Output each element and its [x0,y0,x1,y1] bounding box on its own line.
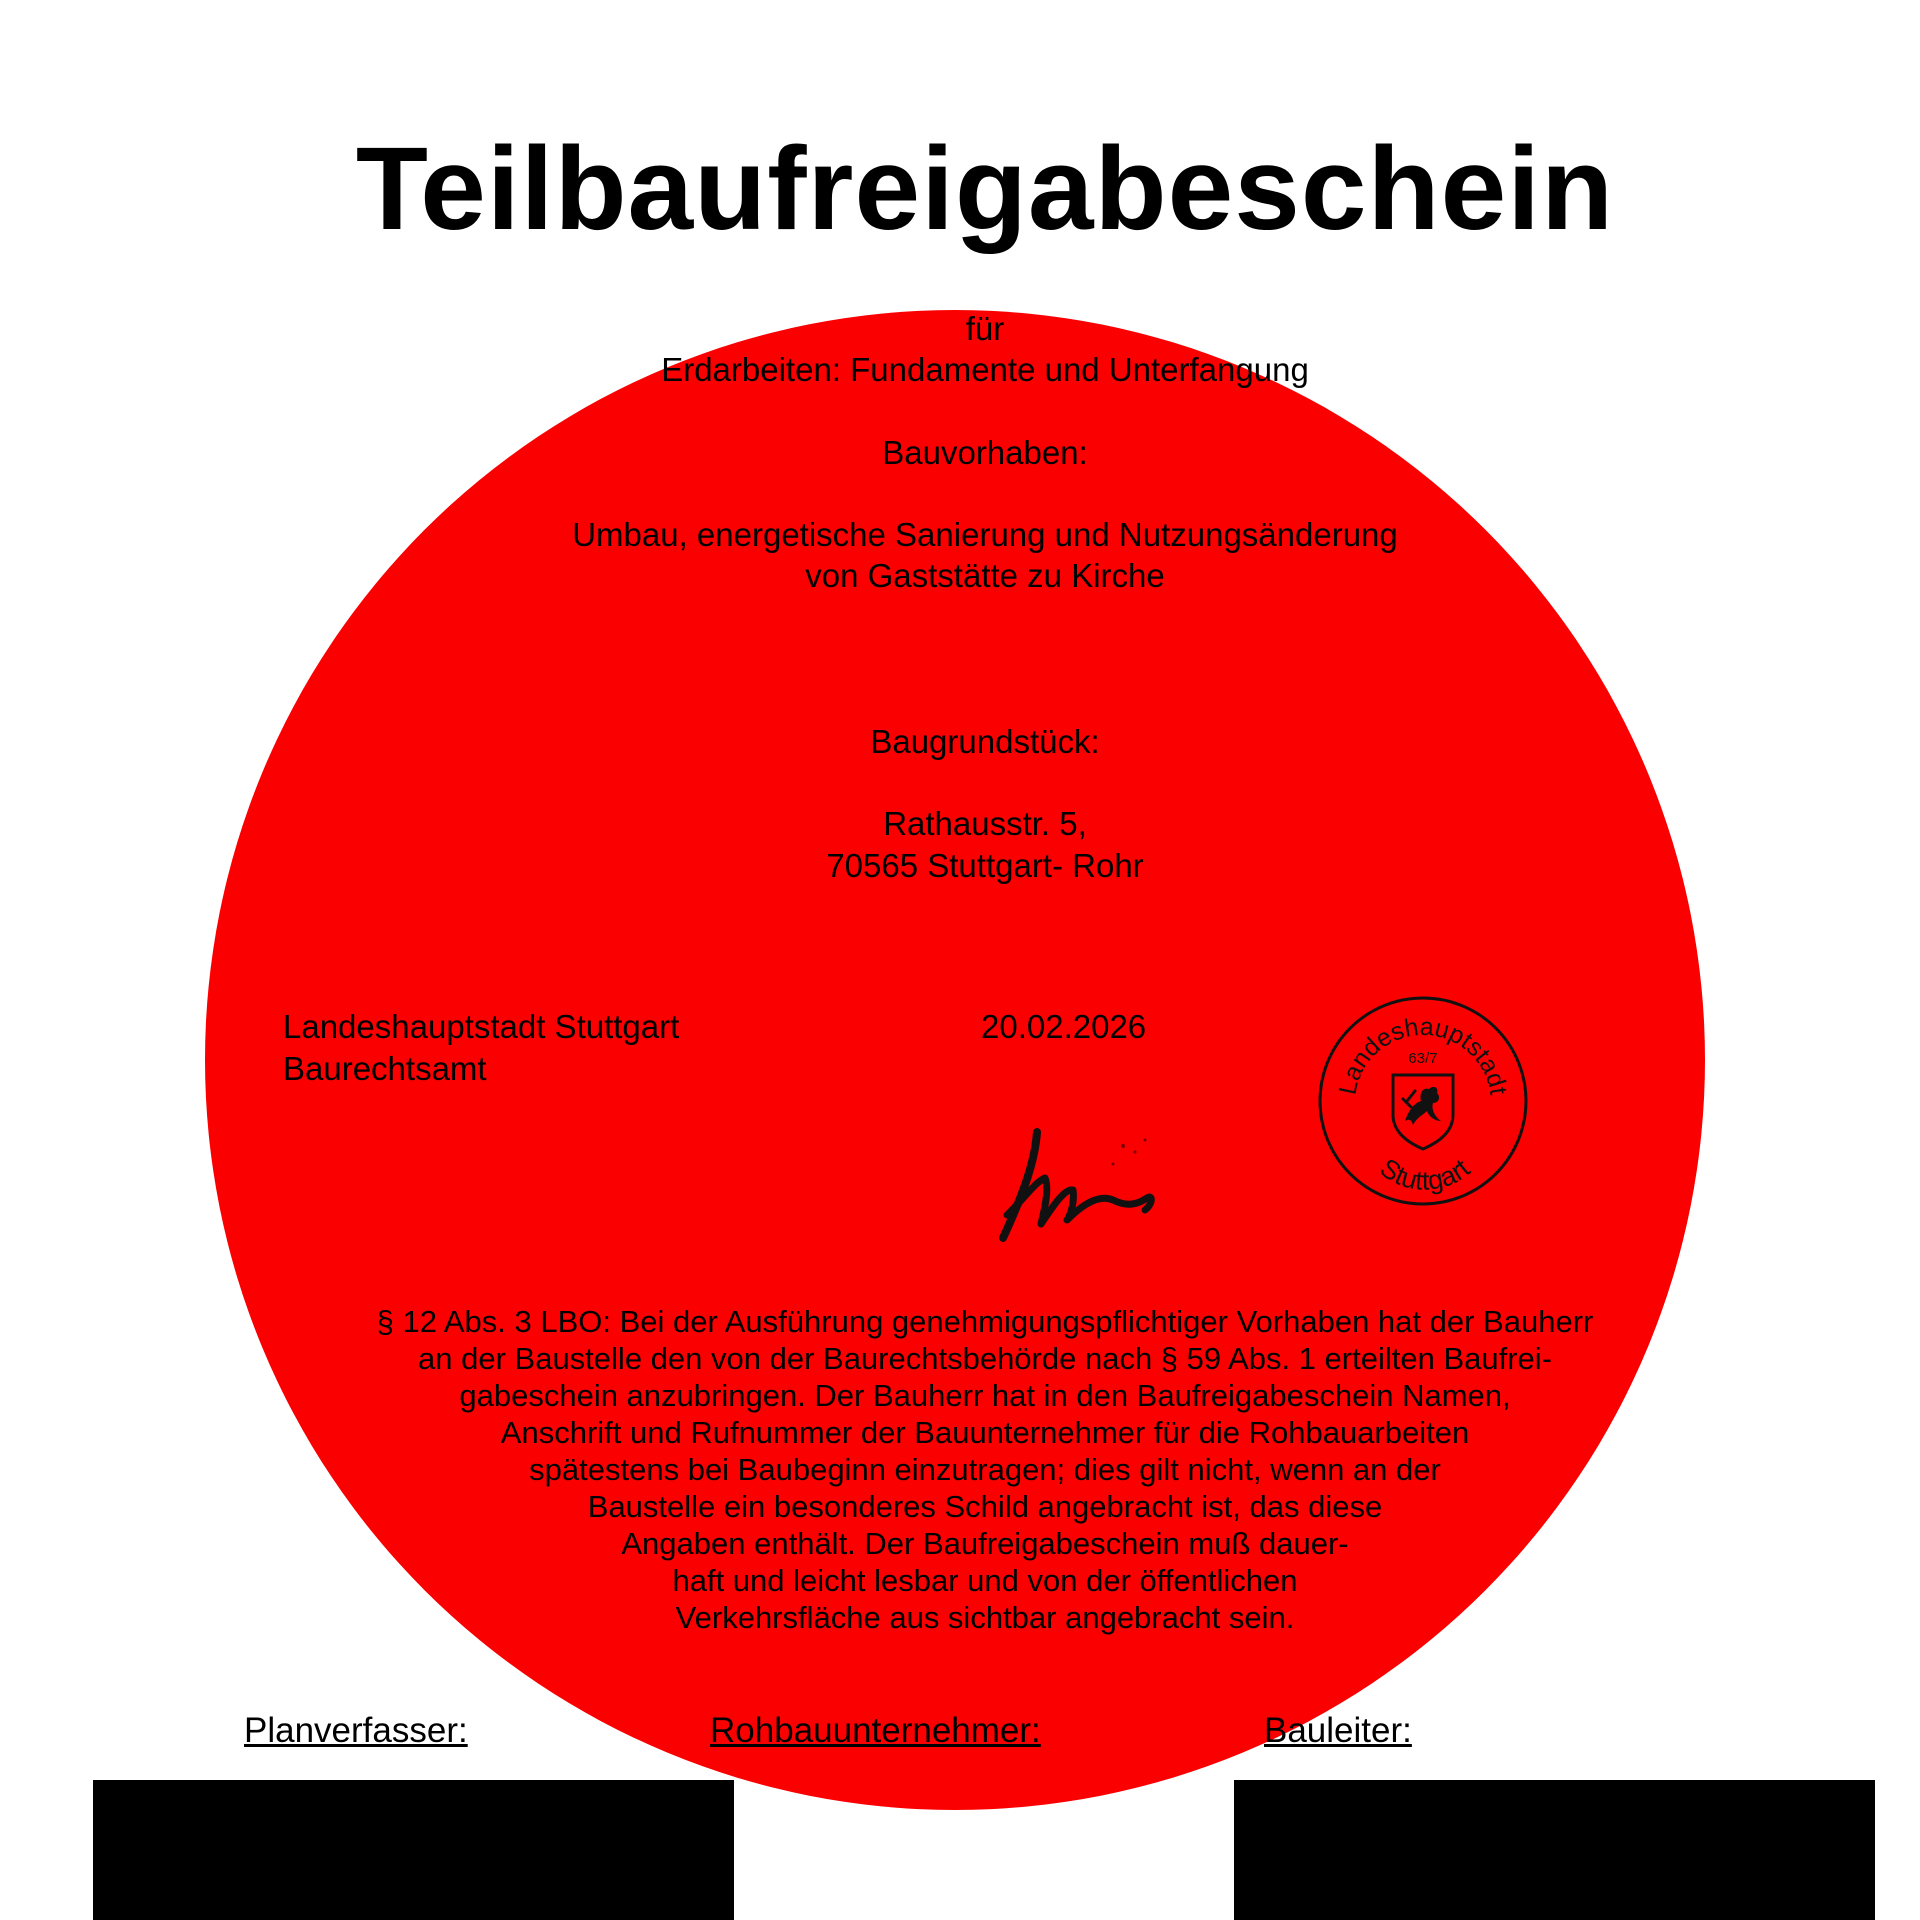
authority-block [283,1006,679,1090]
svg-text:Landeshauptstadt: Landeshauptstadt [1333,1012,1513,1097]
legal-line: haft und leicht lesbar und von der öffentlichen [672,1563,1298,1598]
legal-line: § 12 Abs. 3 LBO: Bei der Ausführung genehmigungspflichtiger Vorhaben hat der Bauherr [376,1304,1594,1339]
fuer-label: für [965,310,1005,347]
address-line-1: Rathausstr. 5, [883,805,1087,842]
document-title: Teilbaufreigabeschein [355,123,1615,255]
authority-department: Baurechtsamt [283,1050,487,1087]
address-line-2: 70565 Stuttgart- Rohr [826,847,1144,884]
plot-label: Baugrundstück: [870,723,1100,760]
planverfasser-label: Planverfasser: [244,1711,468,1750]
scope-text: Erdarbeiten: Fundamente und Unterfangung [661,351,1309,388]
legal-line: Verkehrsfläche aus sichtbar angebracht sein. [675,1600,1295,1635]
legal-line: Angaben enthält. Der Baufreigabeschein muß dauer- [621,1526,1349,1561]
legal-notice [0,1303,1920,1636]
signature-image [995,1120,1175,1250]
legal-line: spätestens bei Baubeginn einzutragen; dies gilt nicht, wenn an der [529,1452,1441,1487]
rohbauunternehmer-label: Rohbauunternehmer: [710,1711,1041,1750]
redaction-box-planverfasser [93,1780,734,1920]
project-line-2: von Gaststätte zu Kirche [805,557,1165,594]
legal-line: an der Baustelle den von der Baurechtsbehörde nach § 59 Abs. 1 erteilten Baufrei- [418,1341,1552,1376]
authority-name: Landeshauptstadt Stuttgart [283,1008,680,1045]
legal-line: gabeschein anzubringen. Der Bauherr hat in den Baufreigabeschein Namen, [459,1378,1511,1413]
project-line-1: Umbau, energetische Sanierung und Nutzungsänderung [572,516,1398,553]
city-seal [1315,993,1531,1209]
svg-text:Stuttgart: Stuttgart [1374,1152,1476,1196]
legal-line: Anschrift und Rufnummer der Bauunternehmer für die Rohbauarbeiten [500,1415,1470,1450]
legal-line: Baustelle ein besonderes Schild angebracht ist, das diese [587,1489,1383,1524]
svg-text:63/7: 63/7 [1408,1050,1438,1067]
issue-date: 20.02.2026 [981,1008,1147,1045]
bauleiter-label: Bauleiter: [1264,1711,1412,1750]
redaction-box-bauleiter [1234,1780,1875,1920]
project-label: Bauvorhaben: [882,434,1088,471]
